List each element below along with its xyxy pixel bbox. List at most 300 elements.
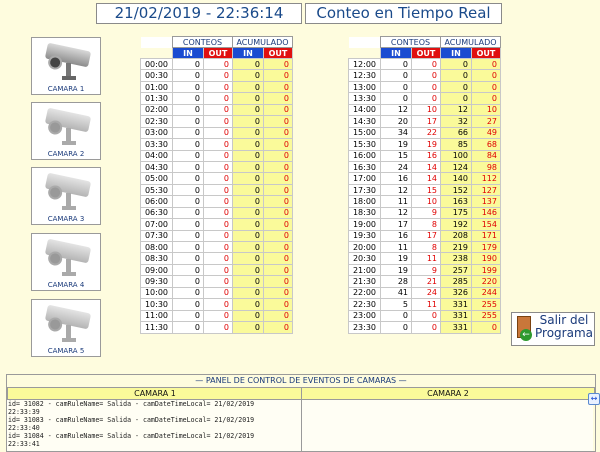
out-cell: 17 xyxy=(412,116,441,127)
time-cell: 10:00 xyxy=(141,287,173,298)
table-row xyxy=(141,207,293,218)
table-row xyxy=(141,264,293,275)
acc-out-cell: 0 xyxy=(264,59,293,70)
acc-out-cell: 255 xyxy=(472,299,501,310)
camera-label: CAMARA 3 xyxy=(47,215,85,223)
in-cell: 16 xyxy=(381,173,412,184)
acc-in-cell: 285 xyxy=(441,276,472,287)
in-cell: 28 xyxy=(381,276,412,287)
time-cell: 07:30 xyxy=(141,230,173,241)
acc-out-cell: 0 xyxy=(264,230,293,241)
acc-in-cell: 0 xyxy=(233,322,264,333)
acc-in-cell: 257 xyxy=(441,264,472,275)
acc-out-cell: 0 xyxy=(264,299,293,310)
acc-out-cell: 0 xyxy=(264,161,293,172)
acc-out-cell: 0 xyxy=(264,70,293,81)
acc-out-cell: 0 xyxy=(264,104,293,115)
in-cell: 15 xyxy=(381,150,412,161)
table-row xyxy=(349,173,501,184)
acc-out-cell: 0 xyxy=(472,322,501,333)
time-cell: 18:00 xyxy=(349,196,381,207)
acc-in-cell: 0 xyxy=(233,264,264,275)
acc-out-cell: 220 xyxy=(472,276,501,287)
table-row xyxy=(141,276,293,287)
in-cell: 0 xyxy=(173,242,204,253)
acc-out-cell: 0 xyxy=(264,127,293,138)
acc-in-cell: 0 xyxy=(233,93,264,104)
acc-in-cell: 192 xyxy=(441,219,472,230)
table-row xyxy=(141,322,293,333)
table-row xyxy=(141,104,293,115)
acc-in-cell: 0 xyxy=(441,93,472,104)
table-row xyxy=(349,276,501,287)
time-cell: 23:30 xyxy=(349,322,381,333)
acc-in-cell: 0 xyxy=(233,253,264,264)
in-cell: 5 xyxy=(381,299,412,310)
out-cell: 15 xyxy=(412,184,441,195)
time-cell: 03:00 xyxy=(141,127,173,138)
table-row xyxy=(349,161,501,172)
acc-out-cell: 154 xyxy=(472,219,501,230)
out-cell: 0 xyxy=(204,93,233,104)
acc-out-cell: 255 xyxy=(472,310,501,321)
acc-in-cell: 0 xyxy=(233,276,264,287)
out-cell: 22 xyxy=(412,127,441,138)
time-cell: 20:30 xyxy=(349,253,381,264)
acc-out-cell: 98 xyxy=(472,161,501,172)
out-cell: 0 xyxy=(204,276,233,287)
acc-in-cell: 0 xyxy=(233,219,264,230)
acc-out-cell: 0 xyxy=(472,93,501,104)
acc-out-cell: 0 xyxy=(264,242,293,253)
time-cell: 12:00 xyxy=(349,59,381,70)
exit-label-line2: Programa xyxy=(535,326,593,340)
out-cell: 0 xyxy=(204,184,233,195)
time-cell: 00:30 xyxy=(141,70,173,81)
acc-in-cell: 175 xyxy=(441,207,472,218)
acc-out-cell: 0 xyxy=(264,116,293,127)
camera-base xyxy=(62,338,76,342)
table-row xyxy=(349,184,501,195)
out-cell: 0 xyxy=(204,230,233,241)
in-cell: 0 xyxy=(173,116,204,127)
acc-out-cell: 137 xyxy=(472,196,501,207)
acc-in-cell: 163 xyxy=(441,196,472,207)
in-cell: 16 xyxy=(381,230,412,241)
out-cell: 16 xyxy=(412,150,441,161)
time-cell: 07:00 xyxy=(141,219,173,230)
table-row xyxy=(141,150,293,161)
camera-label: CAMARA 5 xyxy=(47,347,85,355)
out-cell: 9 xyxy=(412,207,441,218)
acc-in-cell: 0 xyxy=(233,104,264,115)
log-line: id= 31083 - camRuleName= Salida - camDateTimeLocal= 21/02/2019 xyxy=(8,416,255,424)
log-line: id= 31084 - camRuleName= Salida - camDateTimeLocal= 21/02/2019 xyxy=(8,432,255,440)
time-cell: 15:30 xyxy=(349,139,381,150)
acc-in-cell: 0 xyxy=(233,150,264,161)
table-row xyxy=(349,299,501,310)
lens-icon xyxy=(47,184,64,201)
log-line: id= 31082 - camRuleName= Salida - camDateTimeLocal= 21/02/2019 xyxy=(8,400,255,408)
acc-out-cell: 0 xyxy=(472,59,501,70)
exit-label-line1: Salir del xyxy=(539,313,589,327)
acc-out-cell: 0 xyxy=(264,139,293,150)
time-cell: 23:00 xyxy=(349,310,381,321)
table-row xyxy=(141,253,293,264)
acc-out-cell: 0 xyxy=(264,310,293,321)
acc-in-cell: 0 xyxy=(233,207,264,218)
in-cell: 0 xyxy=(173,276,204,287)
time-cell: 03:30 xyxy=(141,139,173,150)
in-cell: 0 xyxy=(173,322,204,333)
out-cell: 0 xyxy=(204,104,233,115)
out-cell: 0 xyxy=(204,264,233,275)
time-cell: 08:00 xyxy=(141,242,173,253)
out-cell: 0 xyxy=(412,81,441,92)
acc-in-cell: 85 xyxy=(441,139,472,150)
table-row xyxy=(141,242,293,253)
out-cell: 0 xyxy=(204,219,233,230)
in-cell: 41 xyxy=(381,287,412,298)
in-cell: 20 xyxy=(381,116,412,127)
out-cell: 8 xyxy=(412,242,441,253)
out-cell: 0 xyxy=(204,253,233,264)
acc-out-cell: 179 xyxy=(472,242,501,253)
camera-button-4[interactable] xyxy=(31,233,101,291)
in-cell: 0 xyxy=(173,81,204,92)
in-cell: 0 xyxy=(173,139,204,150)
acc-in-cell: 124 xyxy=(441,161,472,172)
time-cell: 11:00 xyxy=(141,310,173,321)
time-cell: 21:00 xyxy=(349,264,381,275)
camera1-event-log[interactable] xyxy=(7,400,302,451)
time-cell: 22:30 xyxy=(349,299,381,310)
time-cell: 13:30 xyxy=(349,93,381,104)
time-cell: 09:00 xyxy=(141,264,173,275)
conteos-header: CONTEOS xyxy=(381,37,441,48)
acc-in-cell: 0 xyxy=(233,310,264,321)
in-cell: 19 xyxy=(381,264,412,275)
in-header: IN xyxy=(381,48,412,59)
acc-out-cell: 0 xyxy=(264,253,293,264)
acc-out-cell: 68 xyxy=(472,139,501,150)
table-row xyxy=(349,196,501,207)
time-cell: 19:00 xyxy=(349,219,381,230)
acc-out-cell: 0 xyxy=(264,184,293,195)
time-cell: 17:30 xyxy=(349,184,381,195)
scroll-toggle-icon[interactable]: ↔ xyxy=(588,393,600,405)
acc-out-cell: 0 xyxy=(264,150,293,161)
in-cell: 24 xyxy=(381,161,412,172)
in-cell: 0 xyxy=(173,287,204,298)
lens-icon xyxy=(47,250,64,267)
counts-table-pm xyxy=(348,36,501,334)
in-header: IN xyxy=(173,48,204,59)
acc-in-cell: 331 xyxy=(441,299,472,310)
acc-out-cell: 0 xyxy=(472,81,501,92)
acc-in-cell: 0 xyxy=(441,59,472,70)
out-cell: 8 xyxy=(412,219,441,230)
acc-in-cell: 208 xyxy=(441,230,472,241)
in-cell: 12 xyxy=(381,184,412,195)
in-cell: 0 xyxy=(381,81,412,92)
in-cell: 19 xyxy=(381,253,412,264)
table-row xyxy=(141,161,293,172)
acc-out-cell: 0 xyxy=(264,322,293,333)
acc-out-cell: 0 xyxy=(264,93,293,104)
acc-in-cell: 0 xyxy=(441,81,472,92)
in-cell: 0 xyxy=(173,70,204,81)
out-cell: 0 xyxy=(204,196,233,207)
time-cell: 21:30 xyxy=(349,276,381,287)
time-cell: 06:30 xyxy=(141,207,173,218)
in-cell: 0 xyxy=(381,310,412,321)
time-cell: 17:00 xyxy=(349,173,381,184)
acc-out-cell: 199 xyxy=(472,264,501,275)
in-cell: 11 xyxy=(381,196,412,207)
out-cell: 24 xyxy=(412,287,441,298)
table-row xyxy=(141,70,293,81)
acc-out-cell: 127 xyxy=(472,184,501,195)
table-row xyxy=(141,287,293,298)
acc-out-cell: 146 xyxy=(472,207,501,218)
in-cell: 0 xyxy=(173,207,204,218)
camera2-event-log[interactable] xyxy=(302,400,593,451)
out-cell: 0 xyxy=(204,139,233,150)
acc-out-cell: 0 xyxy=(264,264,293,275)
acc-in-cell: 0 xyxy=(233,230,264,241)
time-cell: 04:00 xyxy=(141,150,173,161)
out-cell: 14 xyxy=(412,173,441,184)
acc-in-cell: 331 xyxy=(441,310,472,321)
out-cell: 0 xyxy=(204,310,233,321)
out-header: OUT xyxy=(204,48,233,59)
out-cell: 0 xyxy=(204,81,233,92)
acc-out-cell: 0 xyxy=(264,219,293,230)
acc-in-cell: 100 xyxy=(441,150,472,161)
camera-label: CAMARA 1 xyxy=(47,85,85,93)
lens-icon xyxy=(47,316,64,333)
time-cell: 14:30 xyxy=(349,116,381,127)
in-cell: 11 xyxy=(381,242,412,253)
acc-in-cell: 0 xyxy=(233,242,264,253)
out-cell: 21 xyxy=(412,276,441,287)
out-cell: 0 xyxy=(204,207,233,218)
time-cell: 04:30 xyxy=(141,161,173,172)
table-row xyxy=(349,322,501,333)
time-cell: 10:30 xyxy=(141,299,173,310)
out-cell: 11 xyxy=(412,253,441,264)
table-row xyxy=(349,116,501,127)
in-cell: 0 xyxy=(381,70,412,81)
in-cell: 0 xyxy=(173,196,204,207)
time-cell: 00:00 xyxy=(141,59,173,70)
acc-in-cell: 140 xyxy=(441,173,472,184)
table-row xyxy=(349,230,501,241)
acc-out-header: OUT xyxy=(472,48,501,59)
camera-base xyxy=(62,206,76,210)
page-title: Conteo en Tiempo Real xyxy=(305,3,502,24)
table-row xyxy=(349,219,501,230)
time-cell: 09:30 xyxy=(141,276,173,287)
table-row xyxy=(349,264,501,275)
time-cell: 11:30 xyxy=(141,322,173,333)
datetime-display: 21/02/2019 - 22:36:14 xyxy=(96,3,302,24)
table-row xyxy=(349,70,501,81)
log-line: 22:33:39 xyxy=(8,408,40,416)
time-cell: 16:30 xyxy=(349,161,381,172)
table-row xyxy=(141,127,293,138)
camera-button-1[interactable] xyxy=(31,37,101,95)
acc-in-cell: 331 xyxy=(441,322,472,333)
time-cell: 19:30 xyxy=(349,230,381,241)
table-row xyxy=(141,196,293,207)
camera-base xyxy=(62,272,76,276)
camera-label: CAMARA 2 xyxy=(47,150,85,158)
acc-out-cell: 0 xyxy=(264,173,293,184)
out-cell: 10 xyxy=(412,196,441,207)
acc-in-cell: 0 xyxy=(233,70,264,81)
time-cell: 08:30 xyxy=(141,253,173,264)
out-cell: 0 xyxy=(412,310,441,321)
acc-out-cell: 10 xyxy=(472,104,501,115)
out-cell: 0 xyxy=(412,70,441,81)
table-row xyxy=(349,139,501,150)
camera-button-5[interactable] xyxy=(31,299,101,357)
time-cell: 05:00 xyxy=(141,173,173,184)
table-row xyxy=(349,81,501,92)
out-cell: 11 xyxy=(412,299,441,310)
out-cell: 0 xyxy=(412,322,441,333)
time-cell: 02:30 xyxy=(141,116,173,127)
lens-icon xyxy=(47,119,64,136)
table-row xyxy=(141,219,293,230)
acc-in-cell: 152 xyxy=(441,184,472,195)
out-cell: 17 xyxy=(412,230,441,241)
in-cell: 0 xyxy=(173,173,204,184)
acc-in-header: IN xyxy=(233,48,264,59)
in-cell: 0 xyxy=(173,253,204,264)
in-cell: 17 xyxy=(381,219,412,230)
log-line: 22:33:41 xyxy=(8,440,40,448)
acc-out-cell: 0 xyxy=(264,276,293,287)
in-cell: 12 xyxy=(381,104,412,115)
acc-in-cell: 326 xyxy=(441,287,472,298)
time-cell: 13:00 xyxy=(349,81,381,92)
log-line: 22:33:40 xyxy=(8,424,40,432)
table-row xyxy=(141,299,293,310)
counts-table-am xyxy=(140,36,293,334)
out-cell: 0 xyxy=(204,161,233,172)
acc-in-cell: 0 xyxy=(233,127,264,138)
time-cell: 16:00 xyxy=(349,150,381,161)
acc-out-cell: 0 xyxy=(264,196,293,207)
out-cell: 0 xyxy=(204,70,233,81)
in-cell: 0 xyxy=(381,322,412,333)
time-cell: 01:00 xyxy=(141,81,173,92)
in-cell: 0 xyxy=(173,219,204,230)
out-cell: 0 xyxy=(204,127,233,138)
time-cell: 22:00 xyxy=(349,287,381,298)
time-cell: 14:00 xyxy=(349,104,381,115)
out-cell: 0 xyxy=(204,150,233,161)
acc-in-cell: 0 xyxy=(233,59,264,70)
camera-button-2[interactable] xyxy=(31,102,101,160)
exit-arrow-icon: ← xyxy=(520,329,532,341)
out-cell: 14 xyxy=(412,161,441,172)
acc-out-header: OUT xyxy=(264,48,293,59)
time-cell: 20:00 xyxy=(349,242,381,253)
acc-out-cell: 0 xyxy=(264,207,293,218)
acc-in-cell: 0 xyxy=(233,184,264,195)
time-cell: 05:30 xyxy=(141,184,173,195)
in-cell: 0 xyxy=(173,93,204,104)
in-cell: 0 xyxy=(173,59,204,70)
acc-in-cell: 12 xyxy=(441,104,472,115)
acc-in-cell: 0 xyxy=(233,161,264,172)
out-cell: 0 xyxy=(204,299,233,310)
out-cell: 0 xyxy=(204,116,233,127)
in-cell: 0 xyxy=(173,264,204,275)
in-cell: 19 xyxy=(381,139,412,150)
acc-in-cell: 0 xyxy=(233,173,264,184)
acc-in-cell: 66 xyxy=(441,127,472,138)
time-cell: 18:30 xyxy=(349,207,381,218)
in-cell: 0 xyxy=(381,93,412,104)
camera-label: CAMARA 4 xyxy=(47,281,85,289)
table-row xyxy=(141,81,293,92)
table-row xyxy=(349,242,501,253)
out-cell: 19 xyxy=(412,139,441,150)
in-cell: 0 xyxy=(173,310,204,321)
acumulado-header: ACUMULADO xyxy=(233,37,293,48)
in-cell: 12 xyxy=(381,207,412,218)
table-row xyxy=(349,59,501,70)
table-row xyxy=(349,127,501,138)
out-cell: 10 xyxy=(412,104,441,115)
table-row xyxy=(349,104,501,115)
acc-out-cell: 0 xyxy=(472,70,501,81)
table-row xyxy=(141,116,293,127)
acc-out-cell: 244 xyxy=(472,287,501,298)
table-row xyxy=(141,93,293,104)
acc-in-cell: 32 xyxy=(441,116,472,127)
out-cell: 0 xyxy=(204,322,233,333)
out-cell: 0 xyxy=(412,59,441,70)
table-row xyxy=(349,287,501,298)
acc-in-cell: 219 xyxy=(441,242,472,253)
table-row xyxy=(349,253,501,264)
time-cell: 02:00 xyxy=(141,104,173,115)
table-row xyxy=(349,207,501,218)
in-cell: 0 xyxy=(381,59,412,70)
out-cell: 0 xyxy=(204,173,233,184)
exit-program-button[interactable] xyxy=(511,312,595,346)
table-row xyxy=(141,184,293,195)
out-cell: 0 xyxy=(204,59,233,70)
camera1-column-header: CAMARA 1 xyxy=(7,387,303,400)
acc-out-cell: 171 xyxy=(472,230,501,241)
acc-in-cell: 0 xyxy=(233,81,264,92)
in-cell: 0 xyxy=(173,230,204,241)
table-row xyxy=(349,93,501,104)
table-row xyxy=(141,139,293,150)
in-cell: 0 xyxy=(173,127,204,138)
acc-in-header: IN xyxy=(441,48,472,59)
camera-button-3[interactable] xyxy=(31,167,101,225)
in-cell: 0 xyxy=(173,161,204,172)
table-row xyxy=(141,59,293,70)
